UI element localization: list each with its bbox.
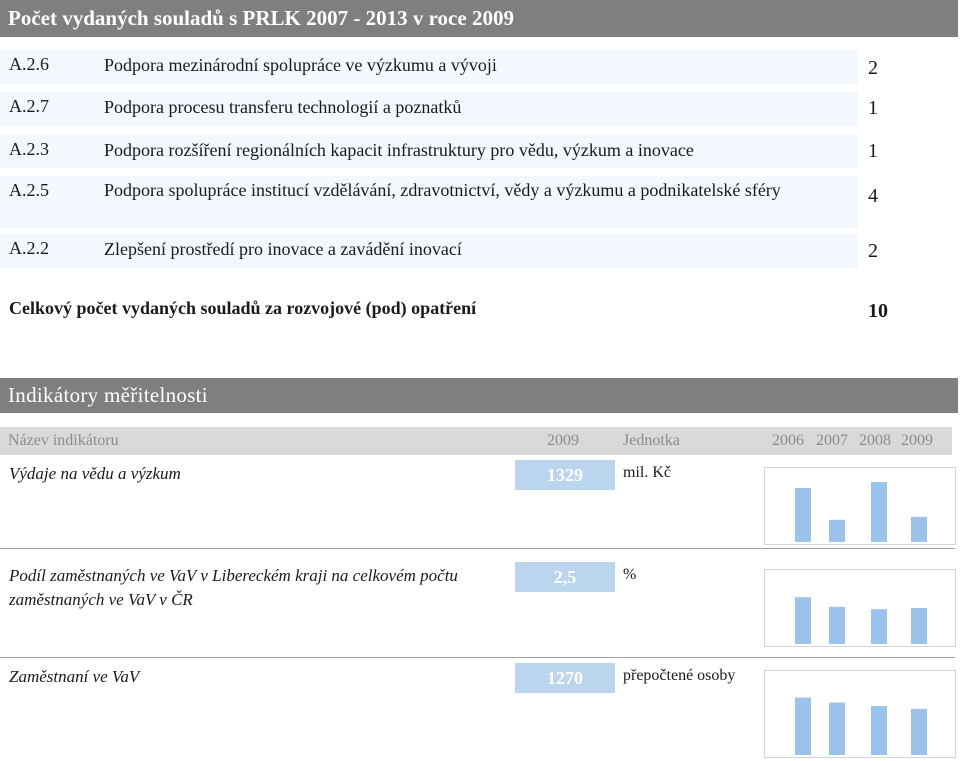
indicator-value: 2,5 [515,562,615,592]
bar-2008 [871,609,887,644]
table-row [0,234,858,268]
section-title-souladu: Počet vydaných souladů s PRLK 2007 - 2013 v roce 2009 [0,0,958,37]
table-row [0,134,858,168]
indicator-name: Výdaje na vědu a výzkum [9,464,181,483]
indicator-unit: mil. Kč [623,464,671,481]
indicator-value: 1270 [515,663,615,693]
row-description: Podpora procesu transferu technologií a poznatků [104,97,462,117]
row-description: Podpora rozšíření regionálních kapacit infrastruktury pro vědu, výzkum a inovace [104,140,694,160]
table-row [0,50,858,84]
header-name: Název indikátoru [8,432,119,449]
table-row [0,176,858,228]
indicator-header-row [0,427,952,455]
header-year-2006: 2006 [772,432,804,449]
bar-2007 [829,520,845,542]
row-count: 1 [868,97,878,119]
row-description: Zlepšení prostředí pro inovace a zavádění inovací [104,239,462,259]
indicator-name: Zaměstnaní ve VaV [9,667,140,686]
bar-2006 [795,597,811,644]
bar-2007 [829,607,845,644]
row-code: A.2.3 [9,139,49,159]
table-row [0,92,858,126]
total-label: Celkový počet vydaných souladů za rozvojové (pod) opatření [9,298,477,318]
indicator-unit: % [623,566,637,583]
bar-2009 [911,517,927,542]
bar-2006 [795,698,811,755]
indicator-value: 1329 [515,460,615,490]
section-title-indikatory: Indikátory měřitelnosti [0,378,958,413]
bar-2009 [911,709,927,755]
header-year: 2009 [547,432,579,449]
row-description: Podpora spolupráce institucí vzdělávání, zdravotnictví, vědy a výzkumu a podnikatelské sféry [104,180,781,200]
divider [0,657,955,658]
bar-2007 [829,703,845,756]
header-year-2007: 2007 [816,432,848,449]
indicator-chart-3 [764,670,956,758]
bar-2006 [795,488,811,542]
row-code: A.2.5 [9,180,49,200]
row-count: 4 [868,185,878,207]
row-code: A.2.7 [9,96,49,116]
indicator-name: Podíl zaměstnaných ve VaV v Libereckém kraji na celkovém počtu zaměstnaných ve VaV v ČR [9,566,458,609]
indicator-chart-1 [764,467,956,545]
row-code: A.2.2 [9,238,49,258]
row-description: Podpora mezinárodní spolupráce ve výzkumu a vývoji [104,55,497,75]
bar-2009 [911,608,927,644]
row-code: A.2.6 [9,54,49,74]
divider [0,548,955,549]
bar-2008 [871,482,887,542]
row-count: 2 [868,57,878,79]
header-year-2009: 2009 [901,432,933,449]
header-year-2008: 2008 [859,432,891,449]
indicator-unit: přepočtené osoby [623,667,736,684]
row-count: 2 [868,240,878,262]
header-unit: Jednotka [623,432,680,449]
bar-2008 [871,706,887,755]
row-count: 1 [868,140,878,162]
indicator-chart-2 [764,569,956,647]
total-value: 10 [868,300,888,322]
